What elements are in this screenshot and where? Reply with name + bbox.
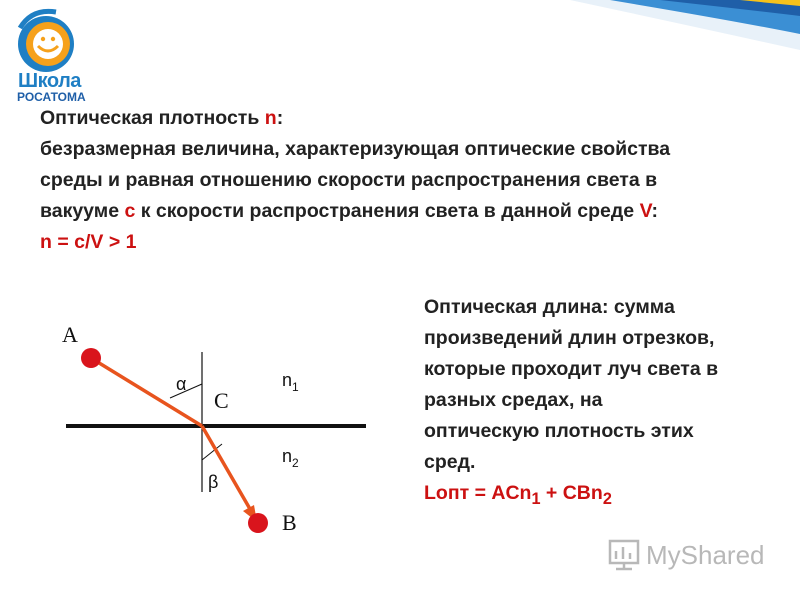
watermark-text: MyShared <box>646 540 765 570</box>
optical-length-block <box>424 292 794 515</box>
var-v: V <box>639 200 652 222</box>
definition-line: среды и равная отношению скорости распространения света в <box>40 169 658 191</box>
var-c: с <box>124 200 136 222</box>
optical-length-line: Оптическая длина: сумма <box>424 296 675 318</box>
definition-title: Оптическая плотность n: <box>40 107 284 129</box>
myshared-watermark <box>606 535 776 575</box>
chart-icon <box>610 541 638 569</box>
optical-length-line: сред. <box>424 451 476 473</box>
logo-subtitle: РОСАТОМА <box>17 90 86 104</box>
label-b: B <box>282 510 297 535</box>
optical-length-line: которые проходит луч света в <box>424 358 719 380</box>
refraction-diagram <box>50 310 390 550</box>
optical-length-line: произведений длин отрезков, <box>424 327 715 349</box>
formula-n: n = c/V > 1 <box>40 231 137 253</box>
point-b <box>248 513 268 533</box>
refracted-ray <box>202 426 250 509</box>
logo-title: Школа <box>18 70 81 92</box>
formula-optical-length: Lопт = ACn$_1$ + CBn$_2$ <box>424 482 612 508</box>
label-n2: $n_2$ <box>282 446 299 470</box>
label-a: A <box>62 322 78 347</box>
header-banner <box>570 0 800 50</box>
label-n1: $n_1$ <box>282 370 299 394</box>
definition-line: безразмерная величина, характеризующая оптические свойства <box>40 138 671 160</box>
label-c: C <box>214 388 229 413</box>
point-a <box>81 348 101 368</box>
var-n: n <box>264 107 277 129</box>
definition-block <box>40 103 780 258</box>
label-alpha: α <box>176 374 187 394</box>
optical-length-line: оптическую плотность этих <box>424 420 694 442</box>
label-beta: β <box>208 472 219 492</box>
optical-length-line: разных средах, на <box>424 389 603 411</box>
definition-line: вакууме с к скорости распространения света в данной среде V: <box>40 200 658 222</box>
